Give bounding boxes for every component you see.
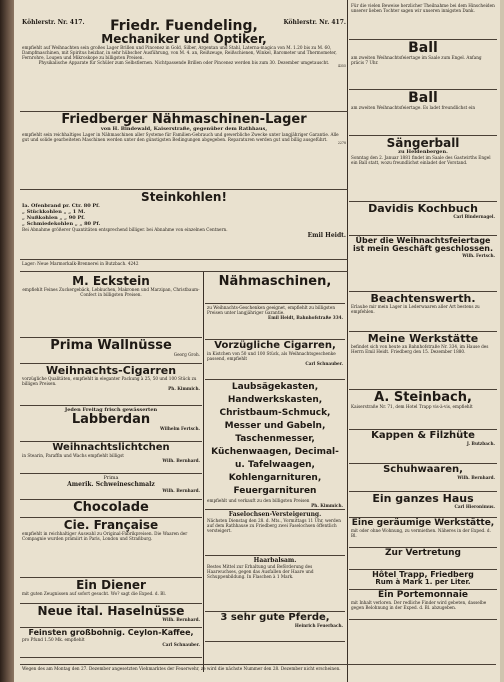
ad-body: in Kistchen von 50 und 100 Stück, als Weihnachtsgeschenke passend, empfiehlt <box>207 351 336 361</box>
ad-title: Meine Werkstätte <box>367 332 479 345</box>
ad-title: Ball <box>408 40 438 56</box>
ad-signature: Wilh. Bernhard. <box>457 475 495 480</box>
ad-title: Ein Portemonnaie <box>377 590 469 600</box>
ad-title: Sängerball <box>386 136 460 150</box>
ad-vorzuegliche-cigarren <box>205 340 345 380</box>
ad-body: Erlaube mir mein Lager in Lederwaaren aller Art bestens zu empfehlen. <box>351 304 480 314</box>
ad-hotel-trapp <box>349 570 497 590</box>
ad-signature: Carl Hieronimus. <box>454 504 495 509</box>
ad-body: am zweiten Weihnachtsfeiertage im Saale zum Engel. Anfang präcis 7 Uhr. <box>351 55 482 65</box>
ad-weihnachtsfeiertage <box>349 236 497 292</box>
ad-ball-2 <box>349 90 497 136</box>
ad-title: Weihnachtslichtchen <box>52 442 170 453</box>
ad-number: 2278 <box>337 141 346 145</box>
ad-vertretung <box>349 548 497 570</box>
ad-faselochsen <box>205 510 345 556</box>
ad-subtitle: von H. Bindewald, Kaiserstraße, gegenüber dem Rathhaus, <box>100 126 268 132</box>
ad-body: in Stearin, Paraffin und Wachs empfiehlt billigst <box>22 453 124 458</box>
column-left <box>20 274 202 658</box>
ad-steinkohlen <box>20 190 348 260</box>
ad-signature: Emil Heidt, Bahnhofstraße 334. <box>268 315 343 320</box>
ad-address: Köhlerstr. Nr. 417. <box>22 19 85 26</box>
ad-body: Kaiserstraße Nr. 71, dem Hotel Trapp vis-à-vis, empfiehlt <box>351 404 473 409</box>
ad-head: Jeden Freitag frisch gewässerten <box>64 407 158 413</box>
ad-body: befindet sich von heute an Bahnhofstraße Nr. 334, im Hause des Herrn Emil Heidt. Friedberg den 15. Dezember 1880. <box>351 344 489 354</box>
ad-haselnuesse <box>20 604 202 628</box>
ad-title: A. Steinbach, <box>374 390 472 405</box>
ad-offer: Rum à Mark 1. per Liter. <box>375 578 471 586</box>
ad-signature: Emil Heidt. <box>307 232 346 239</box>
ad-signature: Wilh. Bernhard. <box>162 458 200 463</box>
ad-signature: Ph. Kimmich. <box>168 386 200 391</box>
price-line: Ia. Ofenbrand pr. Ctr. 80 Pf. <box>22 203 100 209</box>
ad-title: Prima Wallnüsse <box>50 338 172 353</box>
column-right <box>349 2 497 620</box>
ad-ganzes-haus <box>349 492 497 518</box>
ad-meine-werkstaette <box>349 332 497 390</box>
ad-kappen <box>349 430 497 464</box>
ad-body: pro Pfund 1.50 Mk. empfiehlt <box>22 637 85 642</box>
ad-body: empfiehlt Feines Zuckergebäck, Lebkuchen, Makronen und Marzipan, Christbaum-Confect in billigsten Preisen. <box>22 287 200 297</box>
ad-schuhwaaren <box>349 464 497 492</box>
ad-text: Lager: Neue Marmorkalk-Brennerei in Butzbach. 4242 <box>22 261 139 266</box>
ad-body: empfiehlt sein reichhaltiges Lager in Nähmaschinen aller Systeme für Familien-Gebrauch und gewerbliche Zwecke unter langjähriger Garantie. Alle gut und solide gearbeiteten Maschinen werden unter den günstigsten Bedingungen abgegeben. Reparaturen werden gut und billig ausgeführt. <box>22 132 339 142</box>
ad-title: Ball <box>408 90 438 106</box>
ad-title: Zur Vertretung <box>385 548 461 558</box>
ad-ball-1 <box>349 40 497 90</box>
ad-title: Kappen & Filzhüte <box>371 430 475 441</box>
ad-waren-liste <box>205 380 345 510</box>
ad-title: Nähmaschinen, <box>218 274 332 289</box>
ad-title: Chocolade <box>73 500 149 515</box>
ad-title: Steinkohlen! <box>141 190 227 204</box>
ad-chocolade <box>20 500 202 518</box>
ad-signature: Georg Groh. <box>173 352 200 357</box>
ad-geraeumige-werkstaette <box>349 518 497 548</box>
ad-signature: Carl Bindernagel. <box>453 214 495 219</box>
price-line: „ Schmiedekohlen „ „ 80 Pf. <box>22 221 101 227</box>
ad-body: vorzügliche Qualitäten, empfiehlt in eleganter Packung à 25, 50 und 100 Stück zu billigen Preisen. <box>22 376 197 386</box>
ad-weihnachtslichtchen <box>20 442 202 474</box>
ad-address-row <box>22 19 346 33</box>
ad-saengerball <box>349 136 497 202</box>
ad-notice <box>349 2 497 40</box>
ad-title: Neue ital. Haselnüsse <box>37 604 185 618</box>
ad-portemonnaie <box>349 590 497 620</box>
ad-note: Bei Abnahme größerer Quantitäten entsprechend billiger. bei Abnahme von einzelnen Centnern. <box>22 227 228 232</box>
ad-title: Cie. Française <box>63 518 159 532</box>
ad-title: Feinsten großbohnig. Ceylon-Kaffee, <box>28 628 194 637</box>
ad-signature: J. Butzbach. <box>466 441 495 446</box>
ad-note: Physikalische Apparate für Schüler zum Selbstlernen. Nichtpassende Brillen oder Pincenez werden bis zum 30. Dezember umgetauscht. <box>38 60 330 65</box>
ad-title: 3 sehr gute Pferde, <box>220 612 330 623</box>
ad-name: Friedr. Fuendeling, <box>110 18 258 34</box>
ad-naehmaschinen-lager <box>20 112 348 190</box>
ad-diener <box>20 578 202 604</box>
ad-fuendeling <box>20 18 348 112</box>
ad-davidis-kochbuch <box>349 202 497 236</box>
ad-pferde <box>205 612 345 642</box>
ad-signature: Wilh. Fertsch. <box>462 253 495 258</box>
page-edge <box>500 0 504 682</box>
ad-steinbach <box>349 390 497 430</box>
ad-title: Labberdan <box>71 412 151 427</box>
ad-title: Faselochsen-Versteigerung. <box>228 511 322 518</box>
ad-place: zu Heldenbergen. <box>398 149 448 155</box>
goods-list: Laubsägekasten, Handwerkskasten, Christbaum-Schmuck, Messer und Gabeln, Taschenmesser, Küchenwaagen, Decimal- u. Tafelwaagen, Kohlengarnituren, Feuergarnituren <box>211 382 339 496</box>
ad-signature: Carl Schnauber. <box>162 642 200 647</box>
ad-title: Friedberger Nähmaschinen-Lager <box>61 112 307 127</box>
ad-ceylon-kaffee <box>20 628 202 658</box>
ad-body: Für die vielen Beweise herzlicher Theilnahme bei dem Hinscheiden unserer lieben Tochter sagen wir unseren innigsten Dank. <box>351 3 495 13</box>
column-rule <box>203 272 204 672</box>
ad-title: Haarbalsam. <box>253 557 297 564</box>
footer-text: Wegen des am Montag den 27. Dezember angesetzten Viehmarktes der Feuerwehr, ze wird die nächste Nummer den 28. Dezember nicht erscheinen. <box>22 666 341 671</box>
ad-title: Schuhwaaren, <box>383 464 463 475</box>
book-spine <box>0 0 14 682</box>
ad-body: Sonntag den 2. Januar 1881 findet im Saale des Gastwirths Engel ein Ball statt, wozu freundlichst einladet der Vorstand. <box>351 155 491 165</box>
ad-title: Davidis Kochbuch <box>368 202 478 215</box>
ad-trade: Mechaniker und Optiker, <box>101 32 267 46</box>
price-line: „ Stückkohlen „ „ 1 M. <box>22 209 86 215</box>
ad-schweineschmalz <box>20 474 202 500</box>
ad-body: empfiehlt und verkauft zu den billigsten Preisen <box>207 498 310 503</box>
ad-title: Ein Diener <box>76 578 146 592</box>
column-middle <box>205 274 345 642</box>
ad-eckstein <box>20 274 202 338</box>
ad-cie-francaise <box>20 518 202 578</box>
ad-title: Eine geräumige Werkstätte, <box>351 518 495 528</box>
ad-address: Köhlerstr. Nr. 417. <box>283 19 346 26</box>
ad-title: Vorzügliche Cigarren, <box>214 340 336 351</box>
ad-signature: Wilhelm Fertsch. <box>160 426 200 431</box>
ad-body: mit Inhalt verloren. Der redliche Finder wird gebeten, dasselbe gegen Belohnung in der Exped. d. Bl. abzugeben. <box>351 600 487 610</box>
ad-wallnuesse <box>20 338 202 364</box>
ad-signature: Wilh. Bernhard. <box>162 488 200 493</box>
ad-body: empfiehlt auf Weihnachten sein großes Lager Brillen und Pincenez in Gold, Silber, Argentan und Stahl, Laterna-magica von M. 1.20 bis zu M. 60, Dampfmaschinen, mit Spiritus heizbar, in sehr hübscher Ausführung, von M. 4. an, Reißzeuge, Reißschienen, Winkel, Barometer und Thermometer, Fernrohre, Loupen und Mikroskope zu billigsten Preisen. <box>22 45 337 60</box>
ad-title: Amerik. Schweineschmalz <box>67 481 155 488</box>
ad-head: Prima <box>103 475 119 481</box>
ad-body: Bestes Mittel zur Erhaltung und Beförderung des Haarwuchses, gegen das Ausfallen der Haare und Schuppenbildung. In Flaschen à 1 Mark. <box>207 564 314 579</box>
ad-title: Hôtel Trapp, Friedberg <box>372 570 474 579</box>
ad-body: empfiehlt in reichhaltiger Auswahl zu Original-Fabrikpreisen. Die Waaren der Compagnie wurden prämiirt in Paris, London und Straßburg. <box>22 531 188 541</box>
ad-number: 4355 <box>337 64 346 68</box>
ad-signature: Wilh. Bernhard. <box>162 617 200 622</box>
ad-beachtenswerth <box>349 292 497 332</box>
ad-body: zu Weihnachts-Geschenken geeignet, empfiehlt zu billigsten Preisen unter langjähriger Garantie. <box>207 305 336 315</box>
ad-heidt <box>205 304 345 340</box>
ad-body: mit oder ohne Wohnung, zu vermiethen. Näheres in der Exped. d. Bl. <box>351 528 491 538</box>
ad-title: Ein ganzes Haus <box>372 492 474 505</box>
ad-title: Beachtenswerth. <box>370 292 476 305</box>
ad-body: mit guten Zeugnissen auf sofort gesucht. Wo? sagt die Exped. d. Bl. <box>22 591 167 596</box>
ad-body: Nächsten Dienstag den 28. d. Mts., Vormittags 11 Uhr, werden auf dem Rathhause zu Friedberg zwei Faselochsen öffentlich versteigert. <box>207 518 341 533</box>
footer-notice <box>20 664 496 680</box>
ad-signature: Ph. Kimmich. <box>311 503 343 508</box>
ad-lager <box>20 260 348 272</box>
ad-weihnachts-cigarren <box>20 364 202 406</box>
ad-name: M. Eckstein <box>72 274 150 288</box>
ad-haarbalsam <box>205 556 345 612</box>
price-line: „ Nußkohlen „ „ 90 Pf. <box>22 215 85 221</box>
ad-signature: Carl Schnauber. <box>305 361 343 366</box>
ad-labberdan <box>20 406 202 442</box>
ad-naehmaschinen <box>205 274 345 304</box>
ad-body: am zweiten Weihnachtsfeiertage. Es ladet freundlichst ein <box>351 105 476 110</box>
ad-title: Über die Weihnachtsfeiertage ist mein Geschäft geschlossen. <box>352 236 494 253</box>
ad-signature: Heinrich Feuerbach. <box>294 623 343 628</box>
ad-title: Weihnachts-Cigarren <box>45 364 177 377</box>
